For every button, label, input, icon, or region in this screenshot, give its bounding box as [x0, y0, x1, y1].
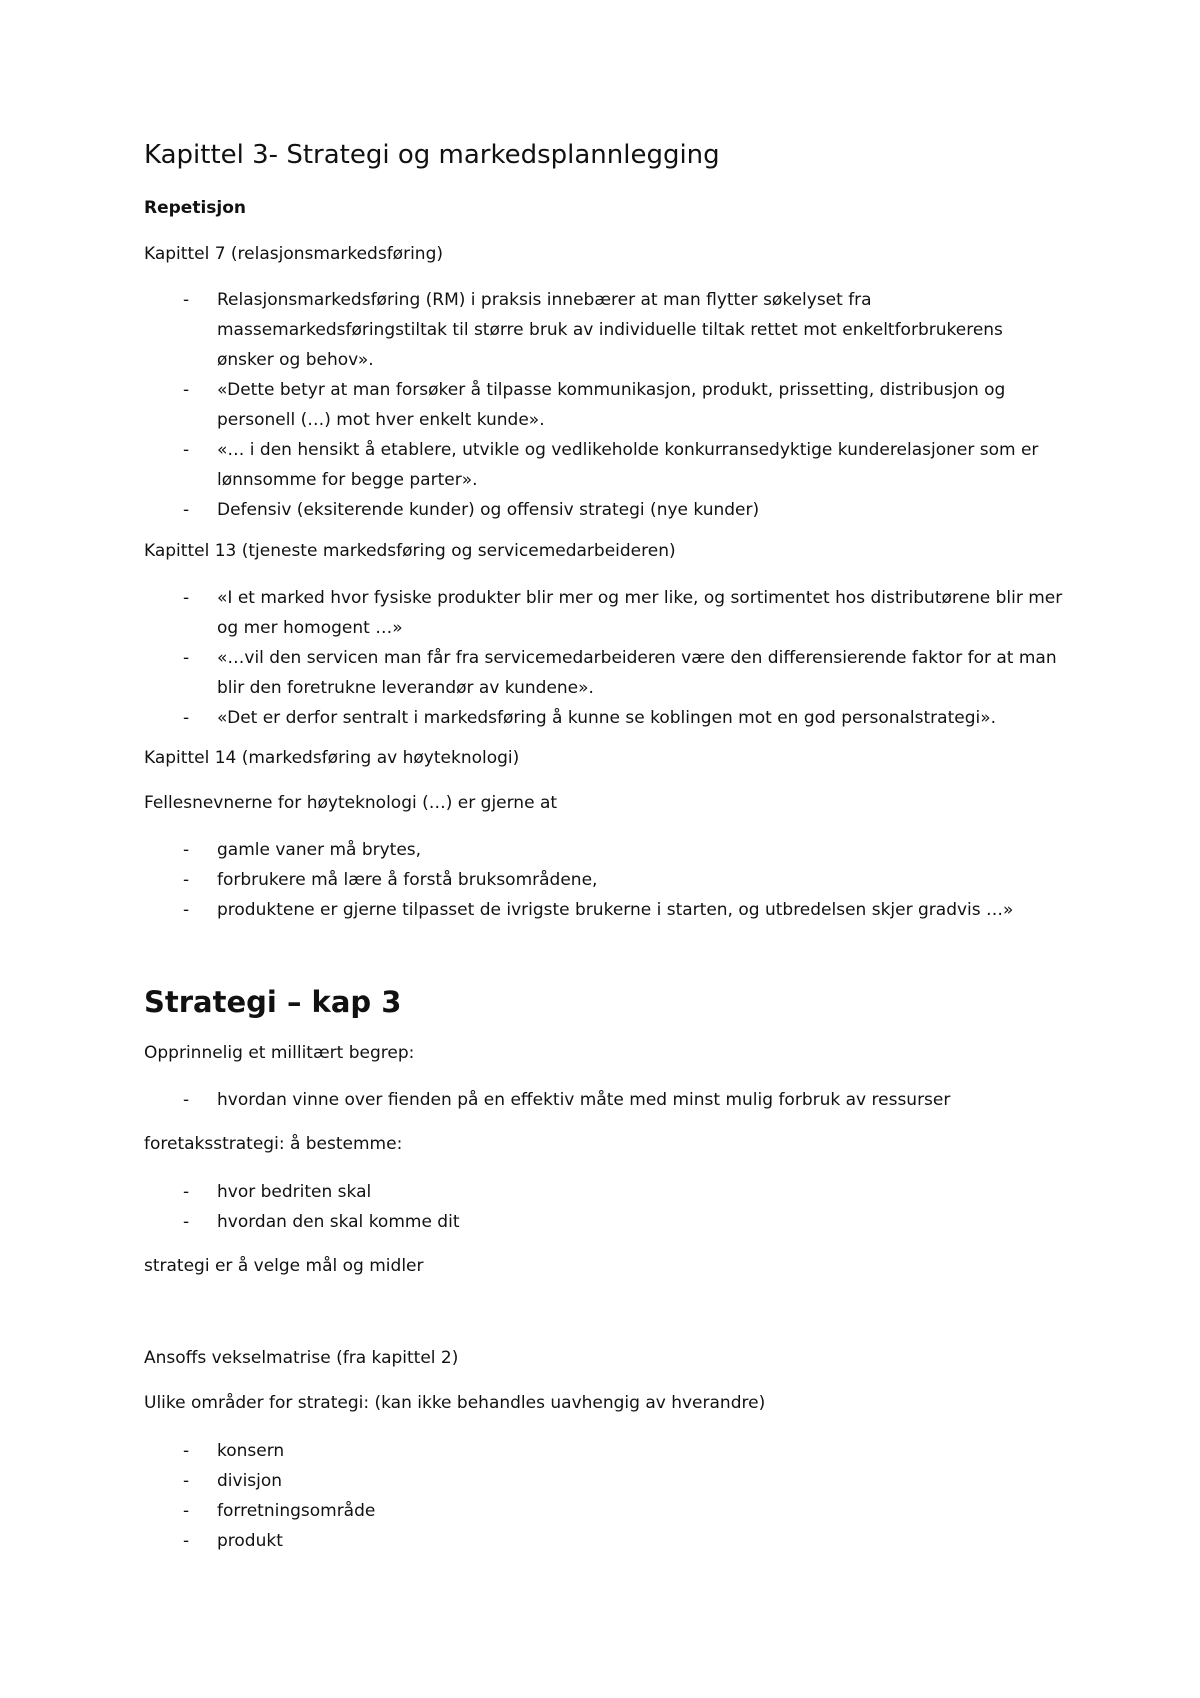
list-item-text: «Dette betyr at man forsøker å tilpasse kommunikasjon, produkt, prissetting, distribusjon og personell (…) mot hver enkelt kunde».	[217, 380, 1006, 430]
repetisjon-heading: Repetisjon	[144, 198, 246, 218]
list-item-text: Defensiv (eksiterende kunder) og offensiv strategi (nye kunder)	[217, 500, 760, 520]
bullet-dash: -	[183, 588, 190, 608]
kap14-intro: Fellesnevnerne for høyteknologi (…) er gjerne at	[144, 793, 558, 813]
list-item-text: hvordan vinne over fienden på en effektiv måte med minst mulig forbruk av ressurser	[217, 1090, 951, 1110]
list-item	[144, 285, 1064, 375]
list-item	[144, 1526, 1064, 1556]
bullet-dash: -	[183, 870, 190, 890]
foretak-list	[144, 1177, 1064, 1237]
list-item-text: produktene er gjerne tilpasset de ivrigste brukerne i starten, og utbredelsen skjer gradvis …»	[217, 900, 1014, 920]
list-item-text: produkt	[217, 1531, 283, 1551]
list-item-text: «I et marked hvor fysiske produkter blir mer og mer like, og sortimentet hos distributørene blir mer og mer homogent …»	[217, 588, 1063, 638]
list-item-text: «… i den hensikt å etablere, utvikle og vedlikeholde konkurransedyktige kunderelasjoner som er lønnsomme for begge parter».	[217, 440, 1039, 490]
bullet-dash: -	[183, 290, 190, 310]
strategi-definition: strategi er å velge mål og midler	[144, 1256, 424, 1276]
list-item	[144, 1466, 1064, 1496]
list-item	[144, 1436, 1064, 1466]
kap14-heading: Kapittel 14 (markedsføring av høyteknologi)	[144, 748, 520, 768]
list-item-text: forbrukere må lære å forstå bruksområdene,	[217, 870, 598, 890]
list-item	[144, 495, 1064, 525]
bullet-dash: -	[183, 900, 190, 920]
list-item-text: «Det er derfor sentralt i markedsføring å kunne se koblingen mot en god personalstrategi».	[217, 708, 997, 728]
bullet-dash: -	[183, 1531, 190, 1551]
list-item	[144, 583, 1064, 643]
areas-text: Ulike områder for strategi: (kan ikke behandles uavhengig av hverandre)	[144, 1393, 766, 1413]
bullet-dash: -	[183, 708, 190, 728]
list-item	[144, 1496, 1064, 1526]
list-item-text: «…vil den servicen man får fra servicemedarbeideren være den differensierende faktor for at man blir den foretrukne leverandør av kundene».	[217, 648, 1057, 698]
list-item	[144, 435, 1064, 495]
list-item	[144, 895, 1064, 925]
kap13-list	[144, 583, 1064, 733]
document-title: Kapittel 3- Strategi og markedsplannlegging	[144, 140, 720, 170]
bullet-dash: -	[183, 648, 190, 668]
bullet-dash: -	[183, 1501, 190, 1521]
bullet-dash: -	[183, 500, 190, 520]
list-item-text: konsern	[217, 1441, 285, 1461]
kap14-list	[144, 835, 1064, 925]
areas-list	[144, 1436, 1064, 1556]
bullet-dash: -	[183, 1441, 190, 1461]
list-item	[144, 1177, 1064, 1207]
list-item	[144, 1207, 1064, 1237]
strategi-origin-list	[144, 1085, 1064, 1115]
list-item-text: hvor bedriten skal	[217, 1182, 372, 1202]
bullet-dash: -	[183, 1471, 190, 1491]
bullet-dash: -	[183, 840, 190, 860]
list-item-text: gamle vaner må brytes,	[217, 840, 422, 860]
bullet-dash: -	[183, 1182, 190, 1202]
kap13-heading: Kapittel 13 (tjeneste markedsføring og servicemedarbeideren)	[144, 541, 676, 561]
list-item	[144, 643, 1064, 703]
list-item-text: Relasjonsmarkedsføring (RM) i praksis innebærer at man flytter søkelyset fra massemarkedsføringstiltak til større bruk av individuelle tiltak rettet mot enkeltforbrukerens ønsker og behov».	[217, 290, 1003, 370]
bullet-dash: -	[183, 380, 190, 400]
foretak-text: foretaksstrategi: å bestemme:	[144, 1134, 403, 1154]
ansoff-text: Ansoffs vekselmatrise (fra kapittel 2)	[144, 1348, 459, 1368]
kap7-list	[144, 285, 1064, 525]
list-item	[144, 835, 1064, 865]
list-item	[144, 703, 1064, 733]
strategi-origin-text: Opprinnelig et millitært begrep:	[144, 1043, 415, 1063]
list-item	[144, 865, 1064, 895]
bullet-dash: -	[183, 1090, 190, 1110]
bullet-dash: -	[183, 1212, 190, 1232]
list-item-text: hvordan den skal komme dit	[217, 1212, 460, 1232]
list-item	[144, 1085, 1064, 1115]
kap7-heading: Kapittel 7 (relasjonsmarkedsføring)	[144, 244, 443, 264]
list-item-text: divisjon	[217, 1471, 283, 1491]
list-item	[144, 375, 1064, 435]
strategi-heading: Strategi – kap 3	[144, 985, 402, 1019]
bullet-dash: -	[183, 440, 190, 460]
list-item-text: forretningsområde	[217, 1501, 376, 1521]
